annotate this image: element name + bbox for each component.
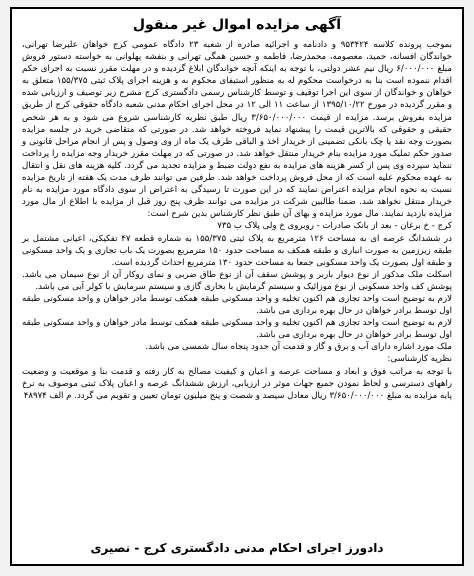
- notice-paragraph: با توجه به مراتب فوق و ابعاد و مساحت عرصه و اعیان و کیفیت مصالح به کار رفته و قدمت بنا و موقعیت و وضعیت راههای دسترسی و لحاظ نمودن جمیع جهات موثر در ارزیابی، ارزش ششدانگ عرصه و اعیان پلاک ثبتی موصوف به نرخ پایه مزایده به مبلغ ۳/۶۵۰/۰۰۰/۰۰۰ ریال معادل سیصد و شصت و پنج میلیون تومان تعیین و تقویم می گردد. م الف ۴۸۹۷۴: [22, 366, 452, 401]
- notice-paragraph: نظریه کارشناسی:: [387, 354, 452, 365]
- notice-paragraph: کرج - خ برغان - بعد از بانک صادرات - روبروی خ ولی پلاک ب ۷۳۵: [217, 221, 452, 232]
- notice-signature: دادورز اجرای احکام مدنی دادگستری کرج - نصیری: [90, 541, 384, 555]
- notice-paragraph: اسکلت ملک مذکور از نوع دیوار باربر و پوشش سقف آن از نوع طاق ضربی و نمای روکار آن از نوع سیمان می باشد. پوشش کف واحد مسکونی از نوع موزائیک و سیستم گرمایش با بخاری گازی و سیستم سرمایش با کولر آبی می باشد.: [22, 269, 452, 292]
- notice-paragraph: بموجب پرونده کلاسه ۹۵۳۴۲۴ و دادنامه و اجرائیه صادره از شعبه ۲۳ دادگاه عمومی کرج خواهان علیرضا تهرانی، خواندگان افسانه، حمید، معصومه، محمدرضا، فاطمه و حسین همگی تهرانی و بنفشه پهلوانی به خواسته دستور فروش مبلغ ۶/۰۰۰/۰۰۰ ریال نیم عشر دولتی، با توجه به اینکه آنچه خواندگان ابلاغ گردیده و در مهلت مقرر نسبت به اجرای حکم اقدام ننموده است بنا به درخواست محکوم له به منظور استیفای محکوم به و هزینه اجرای پلاک ثبتی ۱۵۵/۳۷۵ متعلق به خواهان و خواندگان از سوی این اجرا توقیف و توسط کارشناس رسمی دادگستری کرج مشرح زیر توصیف و ارزیابی شده و مقرر گردیده در مورخ ۱۳۹۵/۱۰/۲۲ از ساعت ۱۱ الی ۱۲ در محل اجرای احکام مدنی شعبه دادگاه حقوقی کرج از طریق مزایده بفروش برسد. مزایده از قیمت ۳/۶۵۰/۰۰۰/۰۰۰ ریال طبق نظریه کارشناسی شروع می شود و به هر شخص حقیقی و حقوقی که بالاترین قیمت را پیشنهاد نماید فروخته خواهد شد. در صورتی که متقاضی خرید در جلسه مزایده بصورت وجه نقد یا چک بانکی تضمینی از خریدار اخذ و الباقی ظرف یک ماه از وی وصول و پس از انجام مراحل قانونی و صدور حکم تملیک مورد مزایده بنام خریدار منتقل خواهد شد. در صورتی که در مهلت مقرر خریدار وجه مزایده را پرداخت ننماید سپرده وی پس از کسر هزینه های مزایده به نفع دولت ضبط و مزایده تجدید می گردد. کلیه هزینه های نقل و انتقال به عهده محکوم علیه است که از محل فروش پرداخت خواهد شد. طرفین می توانند ظرف مدت یک هفته از تاریخ مزایده نسبت به نحوه انجام مزایده اعتراض نمایند که در این صورت تا رسیدگی به اعتراض از سوی دادگاه مورد مزایده به نام خریدار منتقل نخواهد شد. ضمنا طالبین شرکت در مزایده می توانند ظرف پنج روز قبل از مزایده با اطلاع از مال مورد مزایده بازدید نمایند. مال مورد مزایده و بهای آن طبق نظر کارشناس بدین شرح است:: [22, 40, 452, 220]
- notice-title: آگهی مزایده اموال غیر منقول: [132, 17, 342, 33]
- notice-paragraph: ملک مورد اشاره دارای آب و برق و گاز و قدمت آن حدود پنجاه سال شمسی می باشد.: [145, 342, 452, 353]
- notice-paragraph: لازم به توضیح است واحد تجاری هم اکنون تخلیه و واحد مسکونی طبقه همکف توسط مادر خواهان و واحد مسکونی طبقه اول توسط برادر خواهان در حال بهره برداری می باشد.: [22, 318, 452, 341]
- notice-body: [22, 39, 452, 402]
- notice-paragraph: لازم به توضیح است واحد تجاری هم اکنون تخلیه و واحد مسکونی طبقه همکف توسط مادر خواهان و واحد مسکونی طبقه اول توسط برادر خواهان در حال بهره برداری می باشد.: [22, 293, 452, 317]
- auction-notice: [10, 7, 464, 566]
- notice-paragraph: در ششدانگ عرصه ای به مساحت ۱۲۶ مترمربع به پلاک ثبتی ۱۵۵/۳۷۵ به شماره قطعه ۴۷ تفکیکی، اعیانی مشتمل بر طبقه زیرزمین به صورت انباری و طبقه همکف به مساحت حدود ۱۵۰ مترمربع بصورت یک باب تجاری و یک واحد مسکونی و طبقه اول بصورت یک واحد مسکونی جمعا به مساحت حدود ۱۳۰ مترمربع احداث گردیده است.: [22, 233, 452, 268]
